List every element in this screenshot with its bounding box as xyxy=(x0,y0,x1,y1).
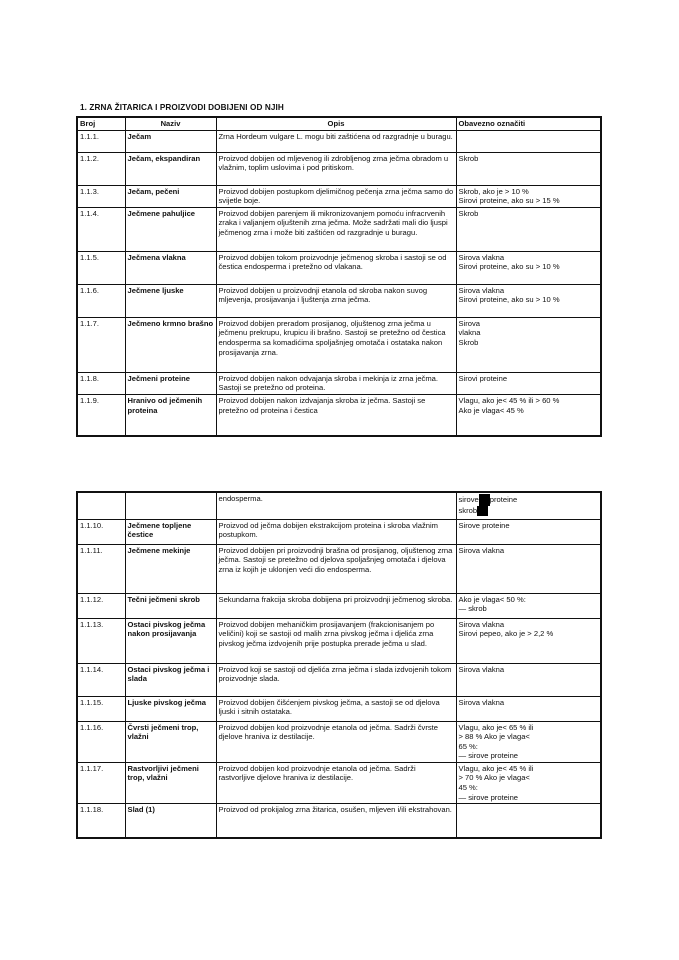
table-row xyxy=(77,696,601,721)
cell-broj: 1.1.11. xyxy=(77,544,125,593)
table-row xyxy=(77,317,601,372)
cell-broj xyxy=(77,492,125,519)
cell-oznaciti: Vlagu, ako je< 45 % ili > 60 % Ako je vlaga< 45 % xyxy=(456,394,601,436)
cell-broj: 1.1.2. xyxy=(77,152,125,185)
table-row-continuation xyxy=(77,492,601,519)
cell-opis: Proizvod dobijen mehaničkim prosijavanjem (frakcionisanjem po veličini) koji se sastoji od malih zrna pivskog ječma i djelića zrna pivskog ječma izdvojenih prije postupka prerade ječma u slad. xyxy=(216,618,456,663)
table-row xyxy=(77,152,601,185)
cell-oznaciti: Skrob, ako je > 10 % Sirovi proteine, ako su > 15 % xyxy=(456,185,601,207)
cell-broj: 1.1.10. xyxy=(77,519,125,544)
cell-oznaciti: Sirova vlakna xyxy=(456,696,601,721)
cell-oznaciti: Sirova vlakna Skrob xyxy=(456,317,601,372)
cell-oznaciti: Vlagu, ako je< 45 % ili > 70 % Ako je vlaga< 45 %: — sirove proteine xyxy=(456,762,601,803)
cell-oznaciti xyxy=(456,804,601,838)
cell-broj: 1.1.18. xyxy=(77,804,125,838)
cell-naziv: Hranivo od ječmenih proteina xyxy=(125,394,216,436)
cell-naziv: Ječam, ekspandiran xyxy=(125,152,216,185)
column-header-opis: Opis xyxy=(216,117,456,130)
cell-opis: Proizvod od prokijalog zrna žitarica, osušen, mljeven i/ili ekstrahovan. xyxy=(216,804,456,838)
cell-naziv: Ječmene topljene čestice xyxy=(125,519,216,544)
cell-broj: 1.1.13. xyxy=(77,618,125,663)
cell-oznaciti xyxy=(456,492,601,519)
feed-table-part-2 xyxy=(76,491,602,839)
cell-oznaciti: Sirova vlakna xyxy=(456,663,601,696)
cell-naziv xyxy=(125,492,216,519)
cell-naziv: Ljuske pivskog ječma xyxy=(125,696,216,721)
table-row xyxy=(77,544,601,593)
cell-broj: 1.1.8. xyxy=(77,372,125,394)
cont-label-c: skrob xyxy=(458,506,478,515)
cell-oznaciti xyxy=(456,130,601,152)
cell-oznaciti: Skrob xyxy=(456,152,601,185)
table-row xyxy=(77,251,601,284)
cell-naziv: Ostaci pivskog ječma nakon prosijavanja xyxy=(125,618,216,663)
cell-oznaciti: Sirova vlakna xyxy=(456,544,601,593)
table-row xyxy=(77,130,601,152)
table-row xyxy=(77,593,601,618)
cell-opis: Proizvod dobijen kod proizvodnje etanola od ječma. Sadrži čvrste djelove hraniva iz destilacije. xyxy=(216,721,456,762)
cell-opis: Proizvod koji se sastoji od djelića zrna ječma i slada izdvojenih tokom proizvodnje slada. xyxy=(216,663,456,696)
cell-oznaciti: Sirova vlakna Sirovi pepeo, ako je > 2,2 % xyxy=(456,618,601,663)
table-row xyxy=(77,394,601,436)
cell-naziv: Ječmene mekinje xyxy=(125,544,216,593)
cell-naziv: Ostaci pivskog ječma i slada xyxy=(125,663,216,696)
cell-opis: Proizvod dobijen kod proizvodnje etanola od ječma. Sadrži rastvorljive djelove hraniva iz destilacije. xyxy=(216,762,456,803)
table-row xyxy=(77,804,601,838)
cell-opis: Proizvod dobijen čišćenjem pivskog ječma, a sastoji se od djelova ljuski i sitnih ostataka. xyxy=(216,696,456,721)
column-header-oznaciti: Obavezno označiti xyxy=(456,117,601,130)
cell-broj: 1.1.17. xyxy=(77,762,125,803)
column-header-broj: Broj xyxy=(77,117,125,130)
table-header-row xyxy=(77,117,601,130)
cell-broj: 1.1.16. xyxy=(77,721,125,762)
cell-opis: Zrna Hordeum vulgare L. mogu biti zaštićena od razgradnje u buragu. xyxy=(216,130,456,152)
section-title: 1. ZRNA ŽITARICA I PROIZVODI DOBIJENI OD NJIH xyxy=(80,103,284,112)
cell-broj: 1.1.5. xyxy=(77,251,125,284)
cell-broj: 1.1.6. xyxy=(77,284,125,317)
cell-naziv: Ječmene ljuske xyxy=(125,284,216,317)
cell-naziv: Ječmeno krmno brašno xyxy=(125,317,216,372)
cell-oznaciti: Sirovi proteine xyxy=(456,372,601,394)
cell-oznaciti: Ako je vlaga< 50 %: — skrob xyxy=(456,593,601,618)
cell-opis: Proizvod dobijen nakon izdvajanja skroba iz ječma. Sastoji se pretežno od proteina i čestica xyxy=(216,394,456,436)
cell-naziv: Ječmeni proteine xyxy=(125,372,216,394)
cell-opis: Proizvod dobijen postupkom djelimičnog pečenja zrna ječma samo do svijetle boje. xyxy=(216,185,456,207)
cell-broj: 1.1.1. xyxy=(77,130,125,152)
cell-naziv: Tečni ječmeni skrob xyxy=(125,593,216,618)
table-row xyxy=(77,519,601,544)
table-row xyxy=(77,284,601,317)
cell-oznaciti: Sirova vlakna Sirovi proteine, ako su > 10 % xyxy=(456,251,601,284)
cell-broj: 1.1.7. xyxy=(77,317,125,372)
cell-opis: Proizvod dobijen u proizvodnji etanola od skroba nakon suvog mljevenja, prosijavanja i ljuštenja zrna ječma. xyxy=(216,284,456,317)
cell-naziv: Slad (1) xyxy=(125,804,216,838)
cell-broj: 1.1.4. xyxy=(77,207,125,251)
table-row xyxy=(77,721,601,762)
cont-label-b: proteine xyxy=(489,495,518,504)
table-row xyxy=(77,762,601,803)
cell-naziv: Ječam, pečeni xyxy=(125,185,216,207)
cell-oznaciti: Sirove proteine xyxy=(456,519,601,544)
cell-broj: 1.1.12. xyxy=(77,593,125,618)
cell-oznaciti: Sirova vlakna Sirovi proteine, ako su > 10 % xyxy=(456,284,601,317)
cont-label-a: sirove xyxy=(458,495,479,504)
cell-opis: Proizvod dobijen pri proizvodnji brašna od prosijanog, oljuštenog zrna ječma. Sastoji se pretežno od djelova spoljašnjeg omotača i djelova zrna iz kojih je uklonjen veći dio endosperma. xyxy=(216,544,456,593)
redaction-mark-2 xyxy=(477,506,488,516)
cell-oznaciti: Skrob xyxy=(456,207,601,251)
cell-broj: 1.1.9. xyxy=(77,394,125,436)
cell-naziv: Ječam xyxy=(125,130,216,152)
table-row xyxy=(77,663,601,696)
table-row xyxy=(77,618,601,663)
cell-opis: Proizvod dobijen nakon odvajanja skroba i mekinja iz zrna ječma. Sastoji se pretežno od proteina. xyxy=(216,372,456,394)
cell-naziv: Čvrsti ječmeni trop, vlažni xyxy=(125,721,216,762)
column-header-naziv: Naziv xyxy=(125,117,216,130)
cell-broj: 1.1.14. xyxy=(77,663,125,696)
cell-naziv: Ječmena vlakna xyxy=(125,251,216,284)
cell-opis: Proizvod od ječma dobijen ekstrakcijom proteina i skroba vlažnim postupkom. xyxy=(216,519,456,544)
cell-opis: endosperma. xyxy=(216,492,456,519)
cell-broj: 1.1.15. xyxy=(77,696,125,721)
table-row xyxy=(77,207,601,251)
table-row xyxy=(77,372,601,394)
cell-opis: Proizvod dobijen preradom prosijanog, oljuštenog zrna ječma u ječmenu prekrupu, krupicu ili brašno. Sastoji se pretežno od čestica endosperma sa komadićima spoljašnjeg omotača i ostataka nakon prosijavanja zrna. xyxy=(216,317,456,372)
cell-oznaciti: Vlagu, ako je< 65 % ili > 88 % Ako je vlaga< 65 %: — sirove proteine xyxy=(456,721,601,762)
redaction-mark xyxy=(479,494,490,506)
cell-naziv: Ječmene pahuljice xyxy=(125,207,216,251)
table-row xyxy=(77,185,601,207)
cell-opis: Proizvod dobijen parenjem ili mikronizovanjem pomoću infracrvenih zraka i valjanjem oljuštenih zrna ječma. Može sadržati mali dio ljuspi ječmenog zrna i može biti zaštićen od razgradnje u buragu. xyxy=(216,207,456,251)
cell-opis: Proizvod dobijen od mljevenog ili zdrobljenog zrna ječma obradom u vlažnim, toplim uslovima i pod pritiskom. xyxy=(216,152,456,185)
cell-naziv: Rastvorljivi ječmeni trop, vlažni xyxy=(125,762,216,803)
cell-opis: Sekundarna frakcija skroba dobijena pri proizvodnji ječmenog skroba. xyxy=(216,593,456,618)
cell-opis: Proizvod dobijen tokom proizvodnje ječmenog skroba i sastoji se od čestica endosperma i pretežno od vlakana. xyxy=(216,251,456,284)
feed-table-part-1 xyxy=(76,116,602,437)
cell-broj: 1.1.3. xyxy=(77,185,125,207)
